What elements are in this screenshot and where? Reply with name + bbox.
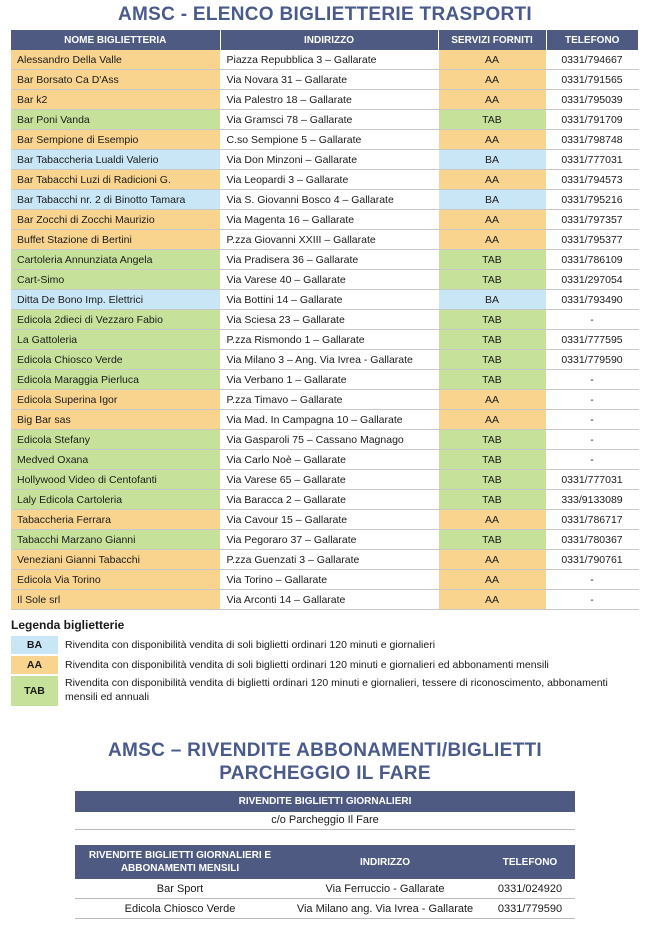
table-row (11, 330, 638, 350)
cell-name: Bar k2 (11, 90, 220, 110)
cell-phone: 0331/795377 (546, 230, 638, 250)
cell-phone: 0331/794667 (546, 50, 638, 70)
cell-address: Via Torino – Gallarate (220, 570, 438, 590)
table-row (11, 170, 638, 190)
cell-service: TAB (438, 350, 546, 370)
cell-phone: - (546, 430, 638, 450)
cell-name: Bar Tabacchi Luzi di Radicioni G. (11, 170, 220, 190)
cell-service: TAB (438, 330, 546, 350)
cell-name: Cartoleria Annunziata Angela (11, 250, 220, 270)
col-header-name: NOME BIGLIETTERIA (11, 30, 220, 50)
cell-phone: 0331/794573 (546, 170, 638, 190)
cell-name: Bar Poni Vanda (11, 110, 220, 130)
cell-phone: - (546, 310, 638, 330)
cell-name: Bar Tabaccheria Lualdi Valerio (11, 150, 220, 170)
table-row (11, 490, 638, 510)
cell-phone: 0331/793490 (546, 290, 638, 310)
sub-table-row (75, 879, 575, 899)
table-row (11, 350, 638, 370)
col-header-services: SERVIZI FORNITI (438, 30, 546, 50)
cell-service: TAB (438, 490, 546, 510)
sub-cell-address: Via Milano ang. Via Ivrea - Gallarate (285, 899, 485, 919)
cell-address: C.so Sempione 5 – Gallarate (220, 130, 438, 150)
cell-address: Via Arconti 14 – Gallarate (220, 590, 438, 610)
table-row (11, 70, 638, 90)
table-body (11, 50, 638, 610)
cell-address: Via Mad. In Campagna 10 – Gallarate (220, 410, 438, 430)
cell-service: AA (438, 50, 546, 70)
cell-address: Via Gasparoli 75 – Cassano Magnago (220, 430, 438, 450)
table-row (11, 390, 638, 410)
daily-tickets-location: c/o Parcheggio Il Fare (75, 812, 575, 830)
cell-address: Via Pradisera 36 – Gallarate (220, 250, 438, 270)
table-row (11, 230, 638, 250)
cell-service: TAB (438, 270, 546, 290)
cell-phone: - (546, 390, 638, 410)
legend-text-tab: Rivendita con disponibilità vendita di biglietti ordinari 120 minuti e giornalieri, tessere di riconoscimento, abbonamenti mensili ed annuali (65, 677, 608, 703)
cell-name: Edicola Superina Igor (11, 390, 220, 410)
cell-name: Edicola Via Torino (11, 570, 220, 590)
table-row (11, 370, 638, 390)
cell-phone: 0331/780367 (546, 530, 638, 550)
cell-service: TAB (438, 310, 546, 330)
sub-table-row (75, 899, 575, 919)
sub-col-header-name: RIVENDITE BIGLIETTI GIORNALIERI E ABBONAMENTI MENSILI (75, 845, 285, 879)
sub-cell-address: Via Ferruccio - Gallarate (285, 879, 485, 899)
daily-tickets-box (75, 791, 575, 830)
legend-code-ba: BA (11, 636, 58, 654)
cell-service: BA (438, 150, 546, 170)
table-row (11, 530, 638, 550)
table-row (11, 210, 638, 230)
cell-phone: 0331/798748 (546, 130, 638, 150)
section2-title-line2: PARCHEGGIO IL FARE (219, 763, 431, 784)
cell-phone: 0331/297054 (546, 270, 638, 290)
cell-name: Edicola Chiosco Verde (11, 350, 220, 370)
cell-service: AA (438, 210, 546, 230)
cell-address: Via Don Minzoni – Gallarate (220, 150, 438, 170)
cell-phone: 0331/779590 (546, 350, 638, 370)
cell-name: Edicola Stefany (11, 430, 220, 450)
cell-service: BA (438, 290, 546, 310)
table-row (11, 450, 638, 470)
sub-header-row (75, 845, 575, 879)
section2-title-line1: AMSC – RIVENDITE ABBONAMENTI/BIGLIETTI (108, 740, 542, 761)
cell-address: Via Cavour 15 – Gallarate (220, 510, 438, 530)
cell-address: Via Varese 65 – Gallarate (220, 470, 438, 490)
ticket-offices-table (11, 30, 639, 610)
cell-phone: 0331/777595 (546, 330, 638, 350)
cell-name: Laly Edicola Cartoleria (11, 490, 220, 510)
cell-name: Bar Borsato Ca D'Ass (11, 70, 220, 90)
cell-phone: 0331/795216 (546, 190, 638, 210)
cell-name: Bar Zocchi di Zocchi Maurizio (11, 210, 220, 230)
cell-address: Via Bottini 14 – Gallarate (220, 290, 438, 310)
cell-address: P.zza Guenzati 3 – Gallarate (220, 550, 438, 570)
cell-service: TAB (438, 470, 546, 490)
cell-phone: - (546, 570, 638, 590)
legend-item-ba (11, 636, 638, 654)
cell-phone: - (546, 590, 638, 610)
cell-phone: - (546, 370, 638, 390)
cell-address: P.zza Giovanni XXIII – Gallarate (220, 230, 438, 250)
table-row (11, 150, 638, 170)
cell-address: Via Verbano 1 – Gallarate (220, 370, 438, 390)
cell-name: Bar Tabacchi nr. 2 di Binotto Tamara (11, 190, 220, 210)
sub-cell-name: Bar Sport (75, 879, 285, 899)
cell-phone: 0331/790761 (546, 550, 638, 570)
cell-address: Via Carlo Noè – Gallarate (220, 450, 438, 470)
table-row (11, 590, 638, 610)
sub-cell-name: Edicola Chiosco Verde (75, 899, 285, 919)
cell-address: Via Pegoraro 37 – Gallarate (220, 530, 438, 550)
table-row (11, 510, 638, 530)
cell-name: Bar Sempione di Esempio (11, 130, 220, 150)
legend-item-aa (11, 656, 638, 674)
table-row (11, 290, 638, 310)
cell-phone: 0331/795039 (546, 90, 638, 110)
cell-address: Via Palestro 18 – Gallarate (220, 90, 438, 110)
cell-address: Via Sciesa 23 – Gallarate (220, 310, 438, 330)
legend-title: Legenda biglietterie (11, 618, 125, 632)
table-row (11, 110, 638, 130)
cell-name: Tabacchi Marzano Gianni (11, 530, 220, 550)
cell-service: AA (438, 410, 546, 430)
cell-address: Via S. Giovanni Bosco 4 – Gallarate (220, 190, 438, 210)
sub-table-body (75, 879, 575, 919)
table-row (11, 250, 638, 270)
cell-name: Tabaccheria Ferrara (11, 510, 220, 530)
cell-phone: 0331/797357 (546, 210, 638, 230)
daily-tickets-header: RIVENDITE BIGLIETTI GIORNALIERI (75, 791, 575, 812)
legend-text-aa: Rivendita con disponibilità vendita di soli biglietti ordinari 120 minuti e giornalieri ed abbonamenti mensili (65, 659, 549, 671)
table-row (11, 470, 638, 490)
table-row (11, 570, 638, 590)
sub-cell-phone: 0331/024920 (485, 879, 575, 899)
cell-address: Via Gramsci 78 – Gallarate (220, 110, 438, 130)
cell-service: TAB (438, 450, 546, 470)
cell-service: TAB (438, 250, 546, 270)
monthly-resellers-table (75, 845, 575, 919)
sub-col-header-phone: TELEFONO (485, 845, 575, 879)
col-header-phone: TELEFONO (546, 30, 638, 50)
cell-address: Via Magenta 16 – Gallarate (220, 210, 438, 230)
cell-service: AA (438, 70, 546, 90)
cell-name: Alessandro Della Valle (11, 50, 220, 70)
table-row (11, 90, 638, 110)
cell-name: Veneziani Gianni Tabacchi (11, 550, 220, 570)
cell-address: P.zza Rismondo 1 – Gallarate (220, 330, 438, 350)
cell-service: AA (438, 550, 546, 570)
table-header-row (11, 30, 638, 50)
cell-service: AA (438, 590, 546, 610)
cell-name: Hollywood Video di Centofanti (11, 470, 220, 490)
cell-service: TAB (438, 370, 546, 390)
table-row (11, 430, 638, 450)
table-row (11, 50, 638, 70)
cell-name: Ditta De Bono Imp. Elettrici (11, 290, 220, 310)
table-row (11, 130, 638, 150)
col-header-address: INDIRIZZO (220, 30, 438, 50)
cell-service: TAB (438, 430, 546, 450)
cell-service: AA (438, 570, 546, 590)
cell-address: Via Leopardi 3 – Gallarate (220, 170, 438, 190)
cell-name: Edicola 2dieci di Vezzaro Fabio (11, 310, 220, 330)
cell-address: Via Varese 40 – Gallarate (220, 270, 438, 290)
table-row (11, 270, 638, 290)
cell-address: Via Baracca 2 – Gallarate (220, 490, 438, 510)
table-row (11, 550, 638, 570)
cell-phone: - (546, 450, 638, 470)
cell-service: AA (438, 230, 546, 250)
cell-phone: 0331/791565 (546, 70, 638, 90)
cell-service: AA (438, 390, 546, 410)
cell-phone: 0331/786717 (546, 510, 638, 530)
cell-service: AA (438, 170, 546, 190)
cell-service: AA (438, 510, 546, 530)
cell-service: AA (438, 90, 546, 110)
cell-service: AA (438, 130, 546, 150)
cell-name: La Gattoleria (11, 330, 220, 350)
sub-cell-phone: 0331/779590 (485, 899, 575, 919)
cell-name: Cart-Simo (11, 270, 220, 290)
cell-address: Via Novara 31 – Gallarate (220, 70, 438, 90)
page-title: AMSC - ELENCO BIGLIETTERIE TRASPORTI (117, 4, 533, 25)
legend-item-tab (11, 676, 638, 706)
cell-phone: 0331/791709 (546, 110, 638, 130)
table-row (11, 410, 638, 430)
cell-service: TAB (438, 530, 546, 550)
cell-phone: 0331/786109 (546, 250, 638, 270)
table-row (11, 190, 638, 210)
cell-name: Edicola Maraggia Pierluca (11, 370, 220, 390)
legend-text-ba: Rivendita con disponibilità vendita di soli biglietti ordinari 120 minuti e giornalieri (65, 639, 436, 651)
legend (11, 618, 638, 708)
cell-service: BA (438, 190, 546, 210)
cell-name: Il Sole srl (11, 590, 220, 610)
legend-code-tab: TAB (11, 676, 58, 706)
table-row (11, 310, 638, 330)
cell-phone: 0331/777031 (546, 470, 638, 490)
cell-address: Via Milano 3 – Ang. Via Ivrea - Gallarate (220, 350, 438, 370)
cell-name: Medved Oxana (11, 450, 220, 470)
cell-phone: - (546, 410, 638, 430)
cell-name: Big Bar sas (11, 410, 220, 430)
cell-address: P.zza Timavo – Gallarate (220, 390, 438, 410)
cell-name: Buffet Stazione di Bertini (11, 230, 220, 250)
cell-service: TAB (438, 110, 546, 130)
sub-col-header-address: INDIRIZZO (285, 845, 485, 879)
cell-phone: 0331/777031 (546, 150, 638, 170)
cell-address: Piazza Repubblica 3 – Gallarate (220, 50, 438, 70)
cell-phone: 333/9133089 (546, 490, 638, 510)
legend-code-aa: AA (11, 656, 58, 674)
